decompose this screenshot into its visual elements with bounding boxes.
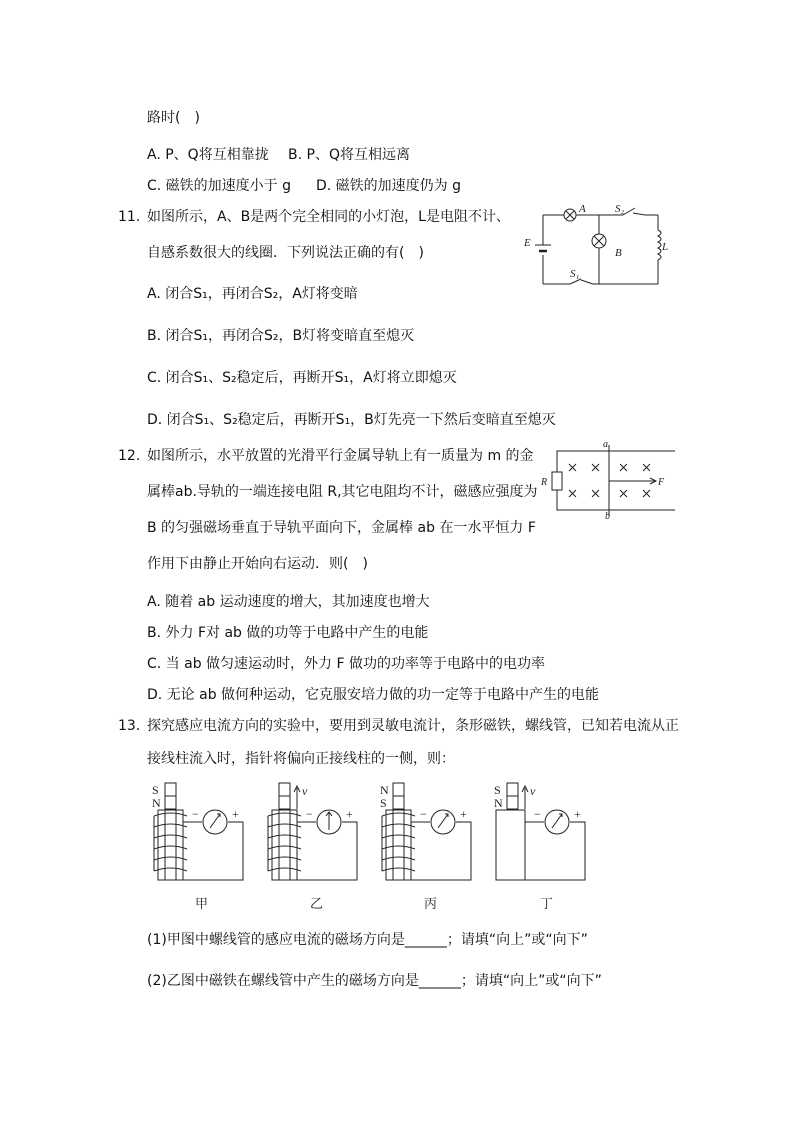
- fig-jia-top-pole: S: [152, 783, 159, 797]
- q12-option-d: D. 无论 ab 做何种运动，它克服安培力做的功一定等于电路中产生的电能: [147, 687, 600, 703]
- q11-number: 11.: [118, 209, 141, 225]
- label-s2: S₂: [615, 203, 625, 215]
- label-a-end: a: [603, 439, 608, 450]
- q13-figure-yi: [262, 780, 367, 915]
- fig-bing-label: 丙: [424, 896, 438, 911]
- label-f: F: [658, 477, 665, 488]
- fig-jia-plus: +: [232, 807, 239, 821]
- fig-ding-label: 丁: [540, 896, 554, 911]
- q13-figure-ding: [490, 780, 595, 915]
- label-r: R: [541, 477, 548, 488]
- q11-option-c: C. 闭合S₁、S₂稳定后，再断开S₁，A灯将立即熄灭: [147, 370, 457, 386]
- q12-stem-line4: 作用下由静止开始向右运动．则( ): [147, 556, 368, 572]
- label-e: E: [524, 237, 531, 249]
- q12-option-c: C. 当 ab 做匀速运动时，外力 F 做功的功率等于电路中的电功率: [147, 656, 545, 672]
- label-l: L: [662, 241, 669, 253]
- fig-yi-label: 乙: [310, 896, 324, 911]
- q13-stem-line1: 探究感应电流方向的实验中，要用到灵敏电流计，条形磁铁，螺线管，已知若电流从正: [147, 718, 679, 734]
- fig-bing-bottom-pole: S: [380, 796, 387, 810]
- label-a: A: [579, 203, 586, 215]
- q13-number: 13.: [118, 718, 141, 734]
- q13-figure-bing: [376, 780, 481, 915]
- q12-stem-line1: 如图所示，水平放置的光滑平行金属导轨上有一质量为 m 的金: [147, 448, 534, 464]
- fig-ding-plus: +: [574, 807, 581, 821]
- q10-option-d: D. 磁铁的加速度仍为 g: [316, 178, 462, 194]
- fig-yi-velocity: v: [302, 784, 308, 798]
- fig-jia-minus: −: [192, 807, 199, 821]
- q13-figure-jia: [148, 780, 253, 915]
- fig-yi-minus: −: [306, 807, 313, 821]
- q11-stem-line2: 自感系数很大的线圈．下列说法正确的有( ): [147, 245, 424, 261]
- fig-bing-top-pole: N: [380, 783, 389, 797]
- q10-option-a: A. P、Q将互相靠拢: [147, 147, 269, 163]
- label-b: B: [615, 247, 622, 259]
- q12-rail-diagram: [537, 438, 677, 520]
- q11-option-a: A. 闭合S₁，再闭合S₂，A灯将变暗: [147, 286, 358, 302]
- q12-stem-line3: B 的匀强磁场垂直于导轨平面向下，金属棒 ab 在一水平恒力 F: [147, 520, 536, 536]
- label-s1: S₁: [570, 268, 580, 280]
- q11-option-d: D. 闭合S₁、S₂稳定后，再断开S₁，B灯先亮一下然后变暗直至熄灭: [147, 412, 556, 428]
- fig-ding-top-pole: S: [494, 783, 501, 797]
- q10-option-b: B. P、Q将互相远离: [288, 147, 410, 163]
- q11-stem-line1: 如图所示，A、B是两个完全相同的小灯泡，L是电阻不计、: [147, 209, 510, 225]
- q13-stem-line2: 接线柱流入时，指针将偏向正接线柱的一侧，则：: [147, 751, 455, 767]
- fig-ding-bottom-pole: N: [494, 796, 503, 810]
- q12-number: 12.: [118, 448, 141, 464]
- fig-ding-minus: −: [534, 807, 541, 821]
- q11-option-b: B. 闭合S₁，再闭合S₂，B灯将变暗直至熄灭: [147, 328, 415, 344]
- fig-jia-bottom-pole: N: [152, 796, 161, 810]
- q13-subquestion-2: (2)乙图中磁铁在螺线管中产生的磁场方向是______；请填“向上”或“向下”: [147, 973, 602, 989]
- fig-bing-minus: −: [420, 807, 427, 821]
- q11-circuit-diagram: [515, 200, 680, 292]
- q10-option-c: C. 磁铁的加速度小于 g: [147, 178, 292, 194]
- fig-jia-label: 甲: [195, 896, 209, 911]
- fig-ding-velocity: v: [530, 784, 536, 798]
- fig-yi-plus: +: [346, 807, 353, 821]
- q12-option-a: A. 随着 ab 运动速度的增大，其加速度也增大: [147, 594, 430, 610]
- q12-stem-line2: 属棒ab.导轨的一端连接电阻 R,其它电阻均不计，磁感应强度为: [147, 484, 538, 500]
- fig-bing-plus: +: [460, 807, 467, 821]
- q10-continuation: 路时( ): [147, 110, 200, 126]
- q12-option-b: B. 外力 F对 ab 做的功等于电路中产生的电能: [147, 625, 429, 641]
- q13-subquestion-1: (1)甲图中螺线管的感应电流的磁场方向是______；请填“向上”或“向下”: [147, 932, 588, 948]
- label-b-end: b: [605, 511, 610, 520]
